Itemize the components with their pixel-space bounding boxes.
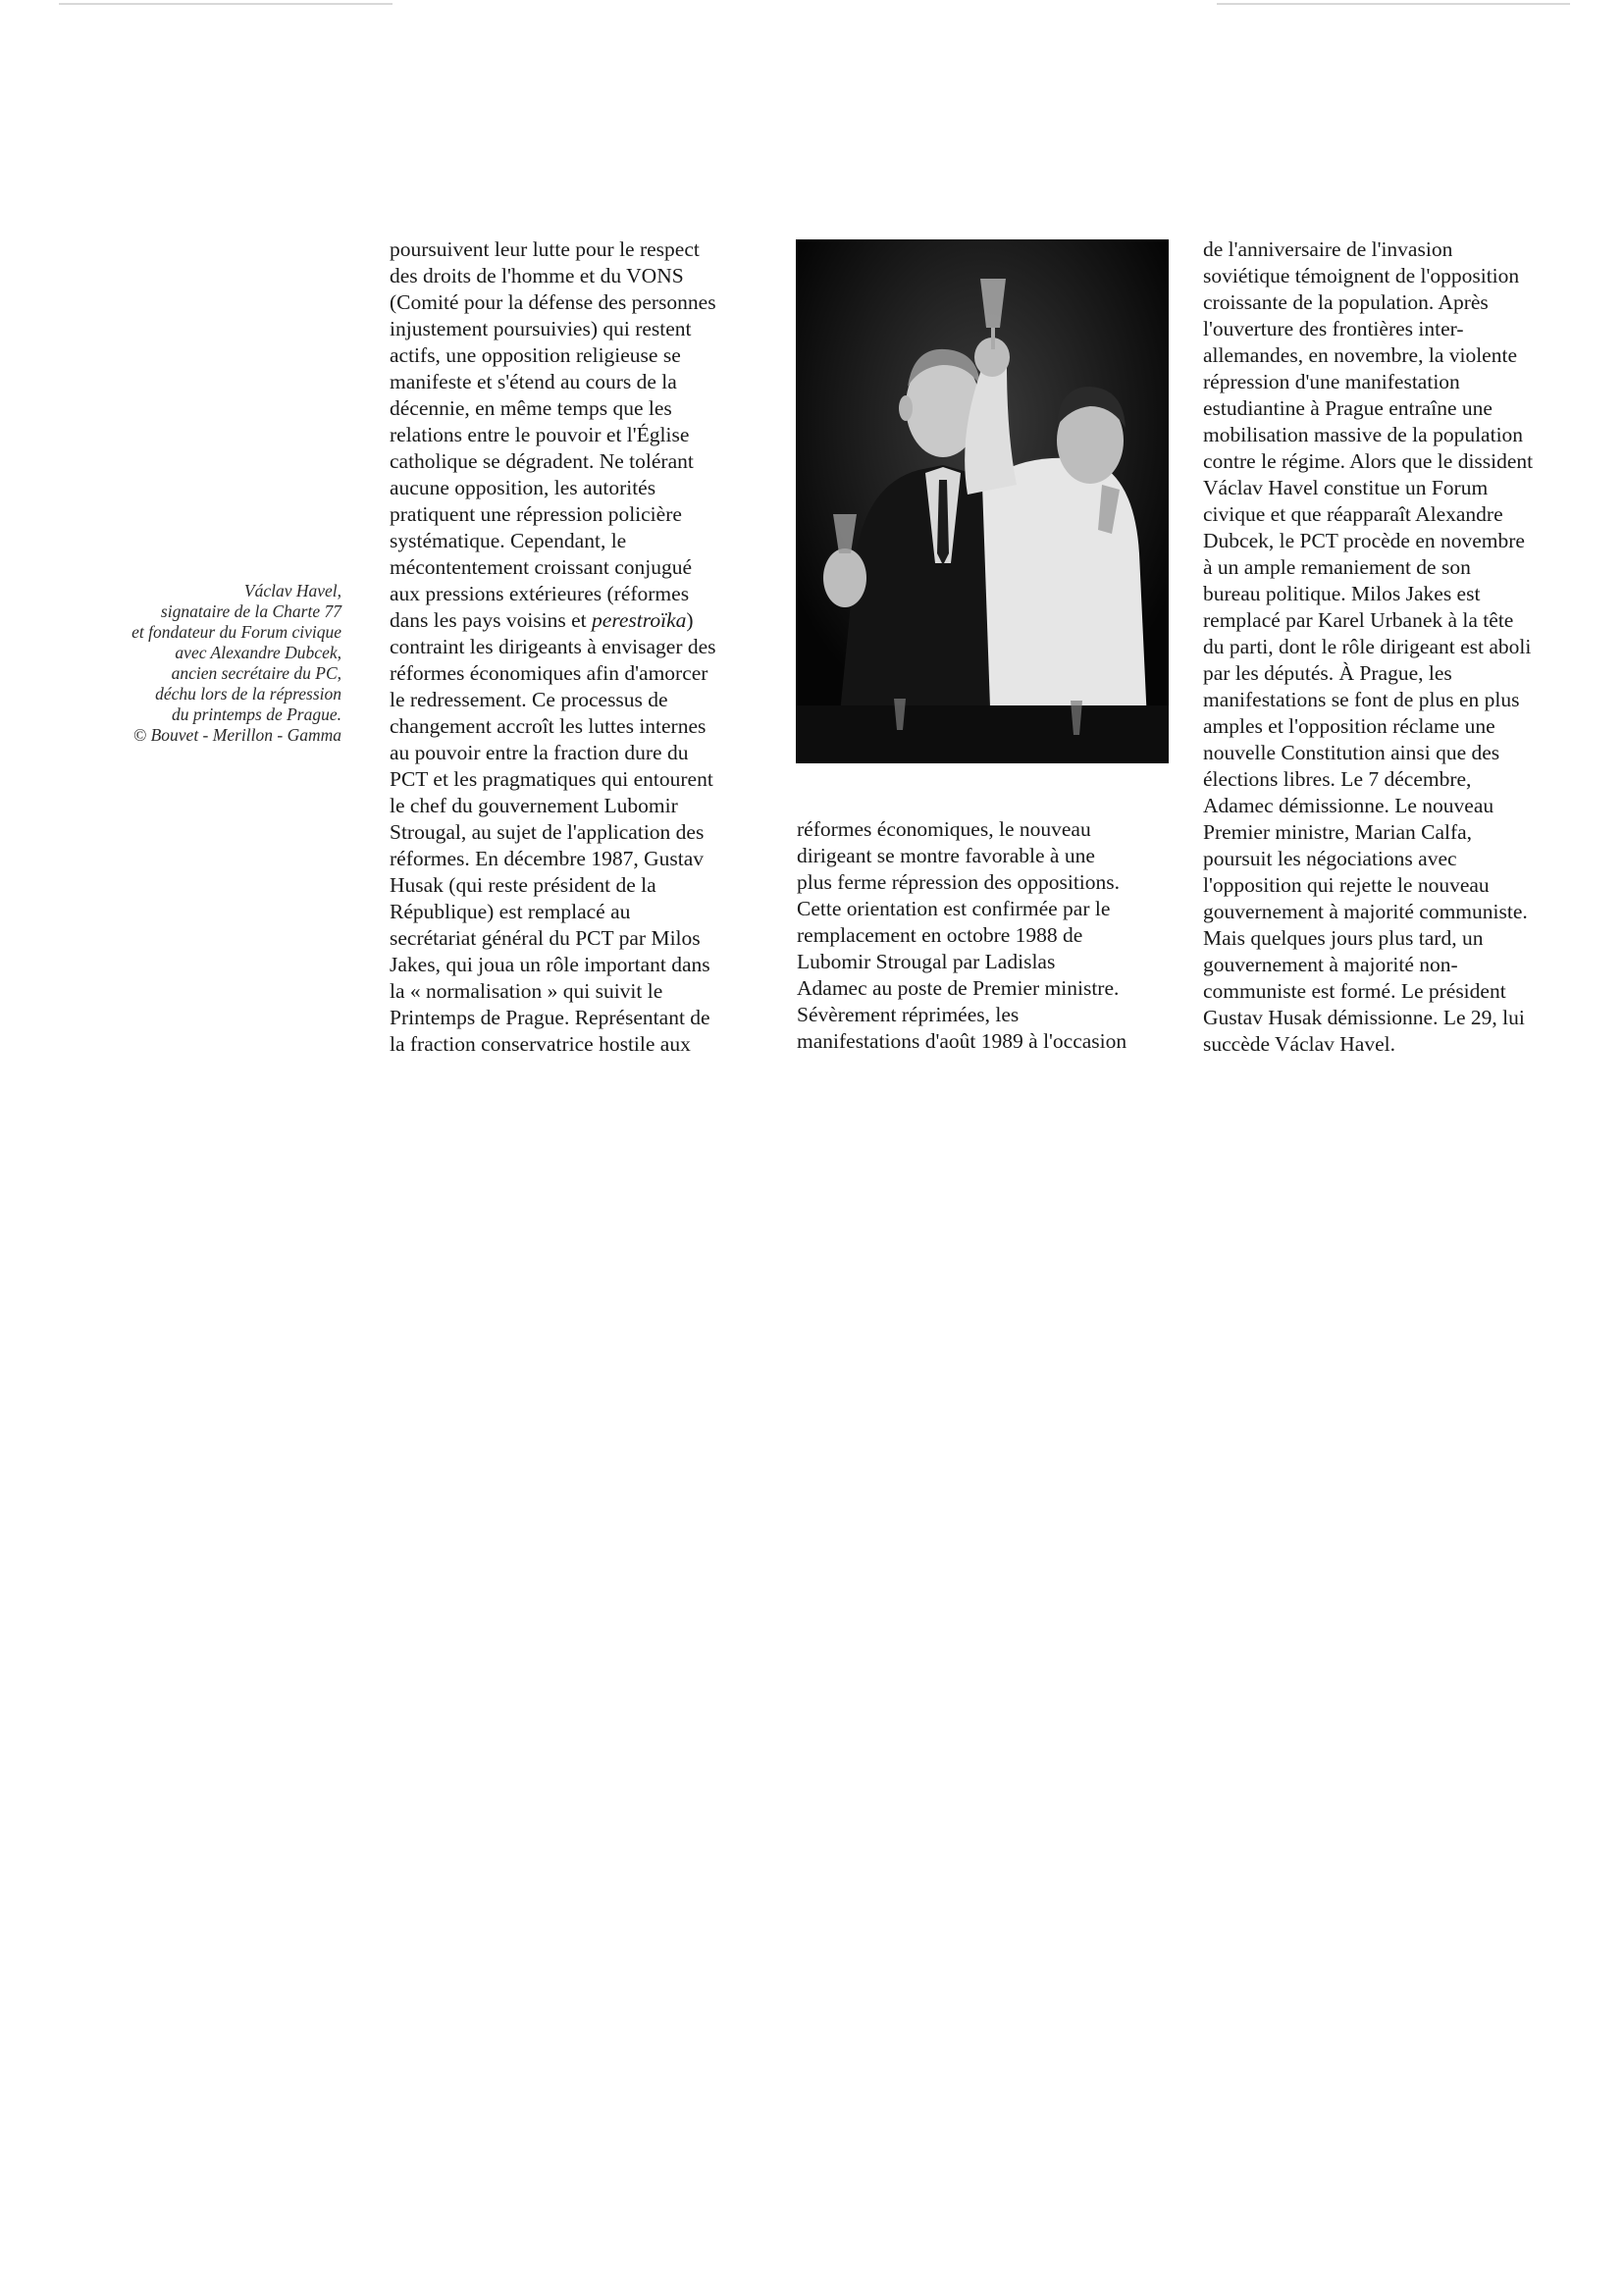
column-3-line: de l'anniversaire de l'invasion: [1203, 237, 1453, 261]
photograph: [796, 239, 1169, 763]
column-3-line: remplacé par Karel Urbanek à la tête: [1203, 608, 1514, 632]
column-1-line: pratiquent une répression policière: [390, 502, 682, 526]
column-1-line: le redressement. Ce processus de: [390, 688, 668, 711]
column-3-line: Adamec démissionne. Le nouveau: [1203, 794, 1494, 817]
column-1-line: décennie, en même temps que les: [390, 396, 672, 420]
column-1-line: la fraction conservatrice hostile aux: [390, 1032, 691, 1056]
photo-caption: [79, 581, 341, 746]
text-column-2: [797, 816, 1170, 1055]
column-3-line: bureau politique. Milos Jakes est: [1203, 582, 1481, 605]
column-3-line: communiste est formé. Le président: [1203, 979, 1506, 1003]
column-1-line: dans les pays voisins et perestroïka): [390, 608, 694, 632]
column-3-line: répression d'une manifestation: [1203, 370, 1460, 393]
caption-line: déchu lors de la répression: [155, 684, 341, 704]
column-3-line: gouvernement à majorité communiste.: [1203, 900, 1528, 923]
column-3-line: poursuit les négociations avec: [1203, 847, 1457, 870]
caption-line: ancien secrétaire du PC,: [171, 663, 341, 683]
column-2-line: réformes économiques, le nouveau: [797, 817, 1091, 841]
column-3-line: à un ample remaniement de son: [1203, 555, 1471, 579]
caption-line: avec Alexandre Dubcek,: [175, 643, 341, 662]
scan-edge-right: [1217, 3, 1570, 5]
column-3-line: manifestations se font de plus en plus: [1203, 688, 1520, 711]
caption-line: © Bouvet - Merillon - Gamma: [132, 725, 341, 745]
column-1-line: mécontentement croissant conjugué: [390, 555, 693, 579]
text-column-1: [390, 236, 762, 1058]
column-1-line: poursuivent leur lutte pour le respect: [390, 237, 700, 261]
caption-line: du printemps de Prague.: [171, 704, 341, 724]
column-3-line: par les députés. À Prague, les: [1203, 661, 1452, 685]
column-1-line: PCT et les pragmatiques qui entourent: [390, 767, 713, 791]
column-1-line: systématique. Cependant, le: [390, 529, 627, 552]
column-1-line: des droits de l'homme et du VONS: [390, 264, 684, 287]
column-3-line: croissante de la population. Après: [1203, 290, 1489, 314]
column-3-line: l'ouverture des frontières inter-: [1203, 317, 1464, 340]
emphasis-perestroika: perestroïka: [592, 608, 687, 632]
column-2-line: Sévèrement réprimées, les: [797, 1003, 1020, 1026]
column-2-line: dirigeant se montre favorable à une: [797, 844, 1095, 867]
column-1-line: la « normalisation » qui suivit le: [390, 979, 663, 1003]
column-1-line: manifeste et s'étend au cours de la: [390, 370, 677, 393]
column-3-line: gouvernement à majorité non-: [1203, 953, 1458, 976]
column-1-line: actifs, une opposition religieuse se: [390, 343, 681, 367]
column-3-line: Premier ministre, Marian Calfa,: [1203, 820, 1473, 844]
column-1-line: réformes. En décembre 1987, Gustav: [390, 847, 705, 870]
caption-line: et fondateur du Forum civique: [131, 622, 341, 642]
column-2-line: remplacement en octobre 1988 de: [797, 923, 1083, 947]
column-1-line: Jakes, qui joua un rôle important dans: [390, 953, 710, 976]
column-1-line: réformes économiques afin d'amorcer: [390, 661, 708, 685]
column-1-line: contraint les dirigeants à envisager des: [390, 635, 716, 658]
column-1-line: aux pressions extérieures (réformes: [390, 582, 690, 605]
column-3-line: Mais quelques jours plus tard, un: [1203, 926, 1484, 950]
column-2-line: Adamec au poste de Premier ministre.: [797, 976, 1120, 1000]
column-1-line: aucune opposition, les autorités: [390, 476, 656, 499]
column-1-line: Husak (qui reste président de la: [390, 873, 656, 897]
column-3-line: Dubcek, le PCT procède en novembre: [1203, 529, 1525, 552]
column-1-line: Strougal, au sujet de l'application des: [390, 820, 705, 844]
column-2-line: Lubomir Strougal par Ladislas: [797, 950, 1056, 973]
column-1-line: Printemps de Prague. Représentant de: [390, 1006, 710, 1029]
column-2-line: plus ferme répression des oppositions.: [797, 870, 1121, 894]
scan-edge-left: [59, 3, 393, 5]
column-3-line: nouvelle Constitution ainsi que des: [1203, 741, 1500, 764]
column-3-line: Václav Havel constitue un Forum: [1203, 476, 1489, 499]
column-1-line: au pouvoir entre la fraction dure du: [390, 741, 689, 764]
column-3-line: estudiantine à Prague entraîne une: [1203, 396, 1493, 420]
text-column-3: [1203, 236, 1576, 1058]
column-1-line: le chef du gouvernement Lubomir: [390, 794, 678, 817]
column-1-line: changement accroît les luttes internes: [390, 714, 707, 738]
column-3-line: allemandes, en novembre, la violente: [1203, 343, 1517, 367]
column-3-line: élections libres. Le 7 décembre,: [1203, 767, 1472, 791]
caption-line: signataire de la Charte 77: [160, 601, 341, 621]
column-3-line: soviétique témoignent de l'opposition: [1203, 264, 1520, 287]
column-1-line: (Comité pour la défense des personnes: [390, 290, 716, 314]
column-3-line: amples et l'opposition réclame une: [1203, 714, 1495, 738]
column-2-line: Cette orientation est confirmée par le: [797, 897, 1111, 920]
column-1-line: République) est remplacé au: [390, 900, 631, 923]
column-3-line: civique et que réapparaît Alexandre: [1203, 502, 1503, 526]
photograph-icon: [796, 239, 1169, 763]
column-3-line: Gustav Husak démissionne. Le 29, lui: [1203, 1006, 1525, 1029]
column-3-line: du parti, dont le rôle dirigeant est aboli: [1203, 635, 1532, 658]
column-1-line: secrétariat général du PCT par Milos: [390, 926, 701, 950]
column-2-line: manifestations d'août 1989 à l'occasion: [797, 1029, 1127, 1053]
column-3-line: l'opposition qui rejette le nouveau: [1203, 873, 1490, 897]
column-1-line: relations entre le pouvoir et l'Église: [390, 423, 690, 446]
column-1-line: injustement poursuivies) qui restent: [390, 317, 692, 340]
column-3-line: mobilisation massive de la population: [1203, 423, 1524, 446]
column-3-line: succède Václav Havel.: [1203, 1032, 1395, 1056]
caption-line: Václav Havel,: [243, 581, 341, 600]
column-1-line: catholique se dégradent. Ne tolérant: [390, 449, 694, 473]
column-3-line: contre le régime. Alors que le dissident: [1203, 449, 1534, 473]
